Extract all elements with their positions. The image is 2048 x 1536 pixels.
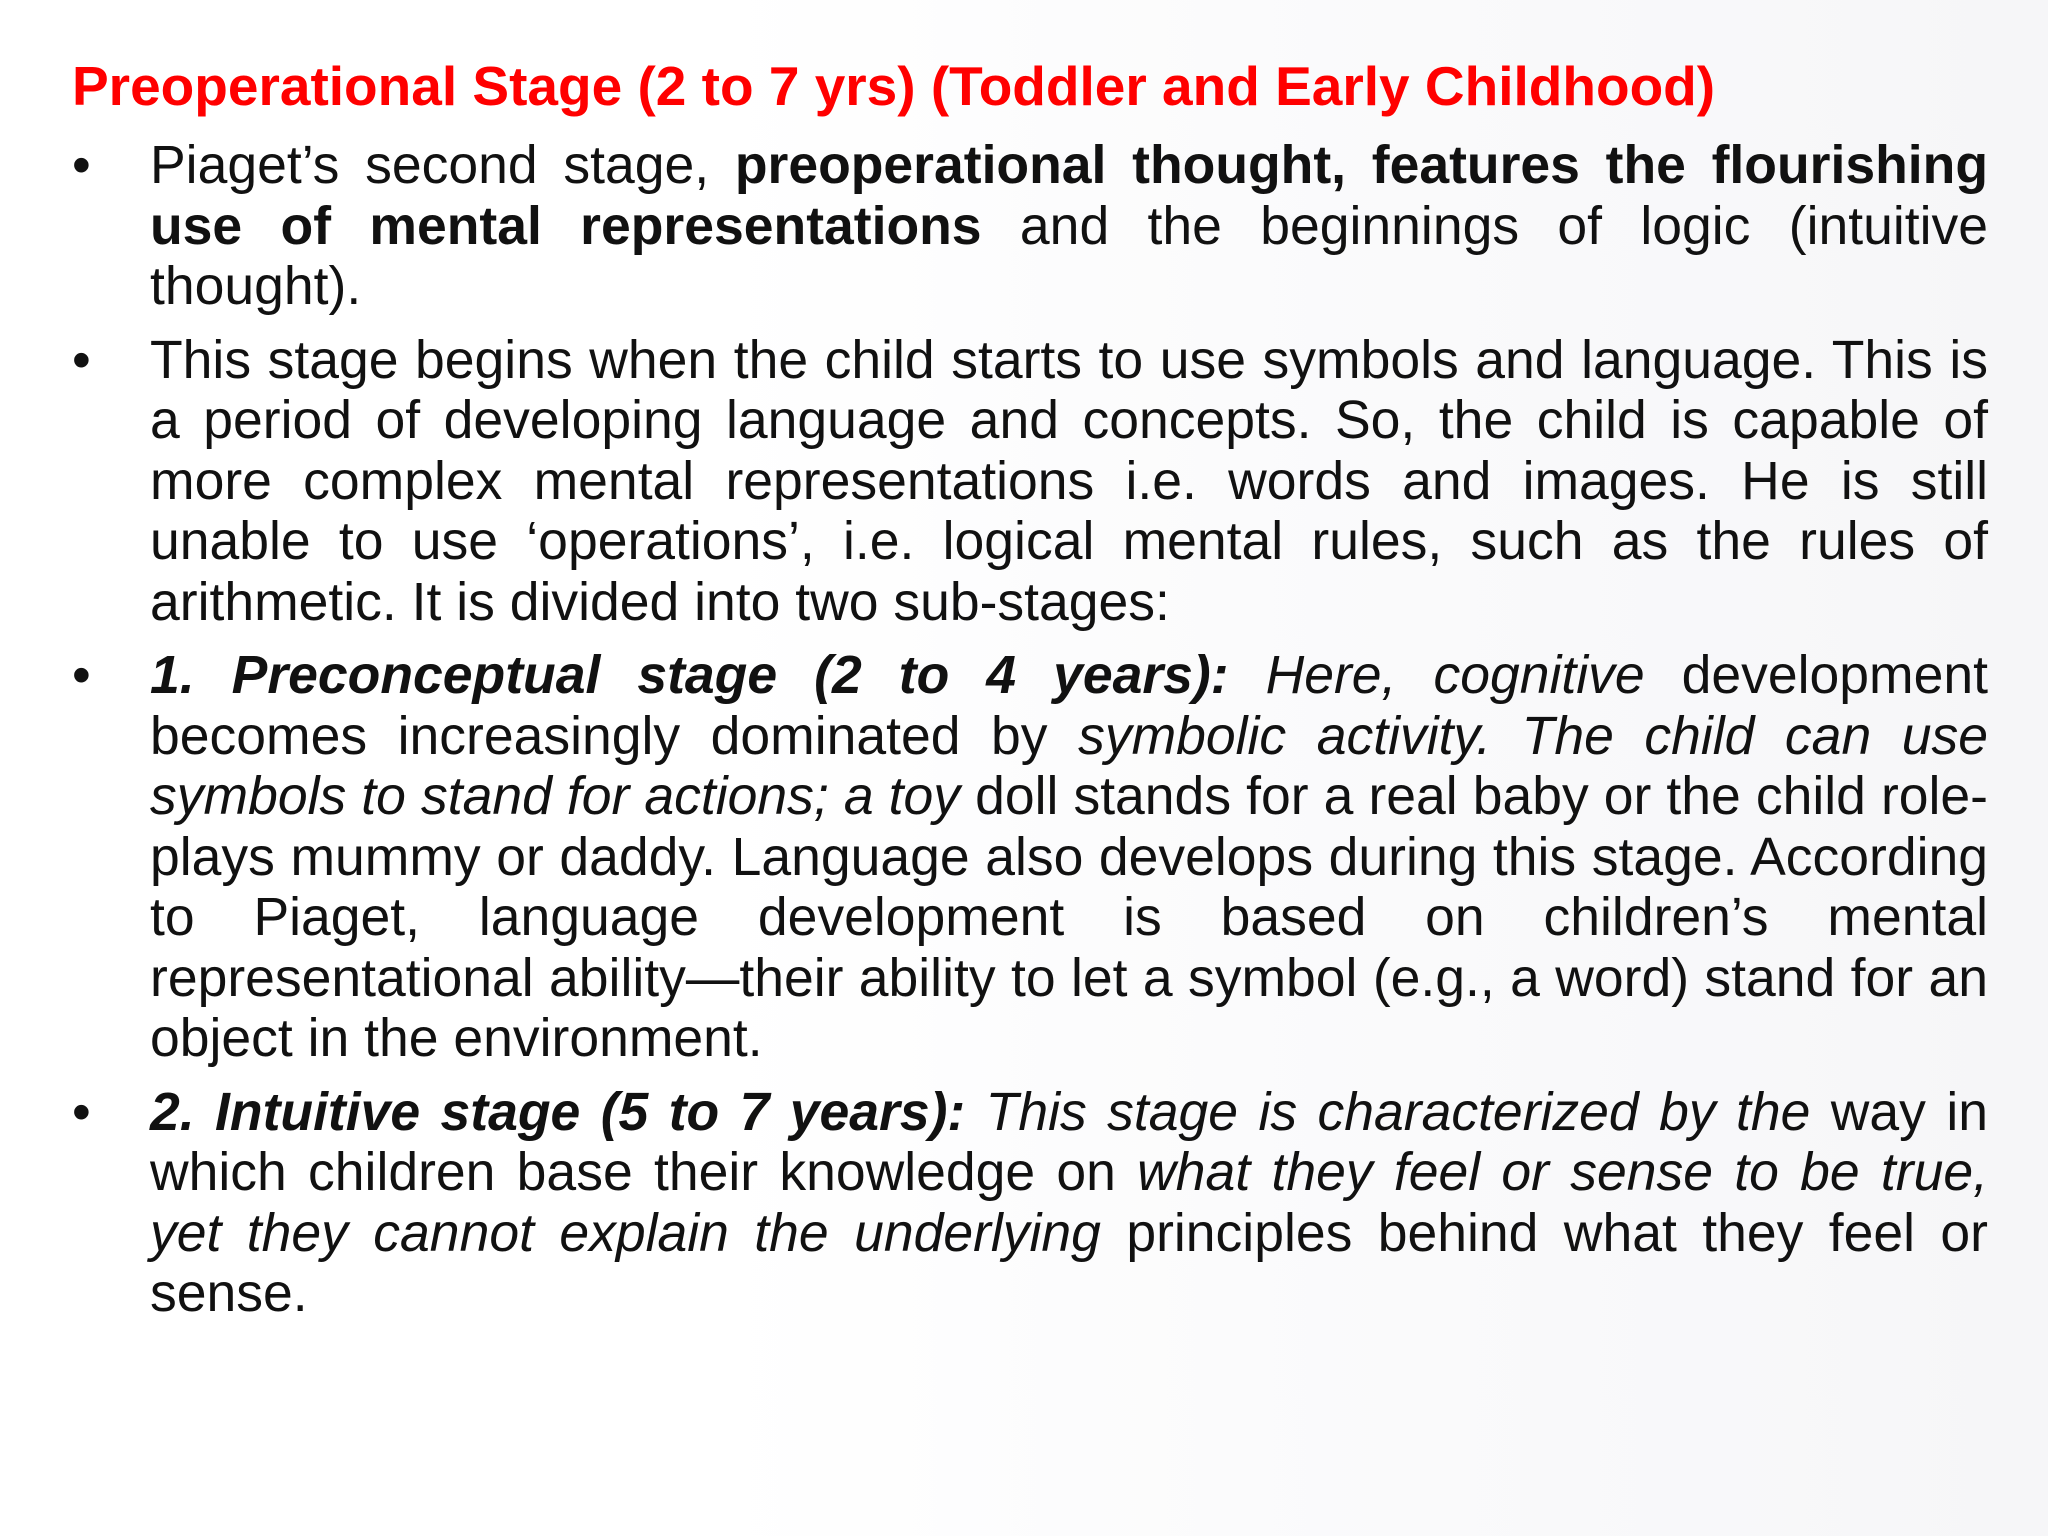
bold-text-run: preoperational thought, features the flourishing use of mental representations bbox=[150, 136, 1988, 256]
text-run: doll stands for a real baby or the child role-plays mummy or daddy. Language also develops during this stage. According to Piaget, language development is based on children’s mental representational ability—their ability to let a symbol (e.g., a word) stand for an object in the environment. bbox=[150, 767, 1988, 1068]
text-run: Piaget’s second stage, bbox=[150, 136, 735, 195]
bullet-item bbox=[72, 331, 1988, 634]
bullet-icon: • bbox=[72, 646, 91, 705]
bullet-icon: • bbox=[72, 1082, 91, 1142]
italic-text-run: symbolic activity. The child can use symbols to stand for actions; a toy bbox=[150, 706, 1988, 826]
italic-text-run: This stage is characterized by the bbox=[965, 1082, 1811, 1142]
bullet-list bbox=[72, 136, 1988, 1338]
italic-text-run: what they feel or sense to be true, yet they cannot explain the underlying bbox=[150, 1143, 1988, 1263]
bold-italic-heading-run: 1. Preconceptual stage (2 to 4 years): bbox=[150, 646, 1229, 705]
bullet-item bbox=[72, 136, 1988, 318]
bullet-text bbox=[150, 1083, 1988, 1325]
text-run: This stage begins when the child starts to use symbols and language. This is a period of developing language and concepts. So, the child is capable of more complex mental representations i.e. words and images. He is still unable to use ‘operations’, i.e. logical mental rules, such as the rules of arithmetic. It is divided into two sub-stages: bbox=[150, 330, 1988, 632]
bullet-text bbox=[150, 646, 1988, 1070]
bullet-text bbox=[150, 136, 1988, 318]
text-run: way in which children base their knowledge on bbox=[150, 1082, 1988, 1202]
text-run: and the beginnings of logic (intuitive thought). bbox=[150, 196, 1988, 316]
text-run: principles behind what they feel or sense. bbox=[150, 1203, 1988, 1323]
bullet-item bbox=[72, 646, 1988, 1070]
slide-title: Preoperational Stage (2 to 7 yrs) (Toddler and Early Childhood) bbox=[72, 55, 1716, 117]
bullet-icon: • bbox=[72, 330, 91, 390]
bold-italic-heading-run: 2. Intuitive stage (5 to 7 years): bbox=[150, 1082, 966, 1142]
bullet-icon: • bbox=[72, 136, 91, 195]
text-run: development becomes increasingly dominated by bbox=[150, 646, 1988, 766]
bullet-text bbox=[150, 331, 1988, 634]
italic-text-run: Here, cognitive bbox=[1228, 646, 1645, 705]
bullet-item bbox=[72, 1083, 1988, 1325]
